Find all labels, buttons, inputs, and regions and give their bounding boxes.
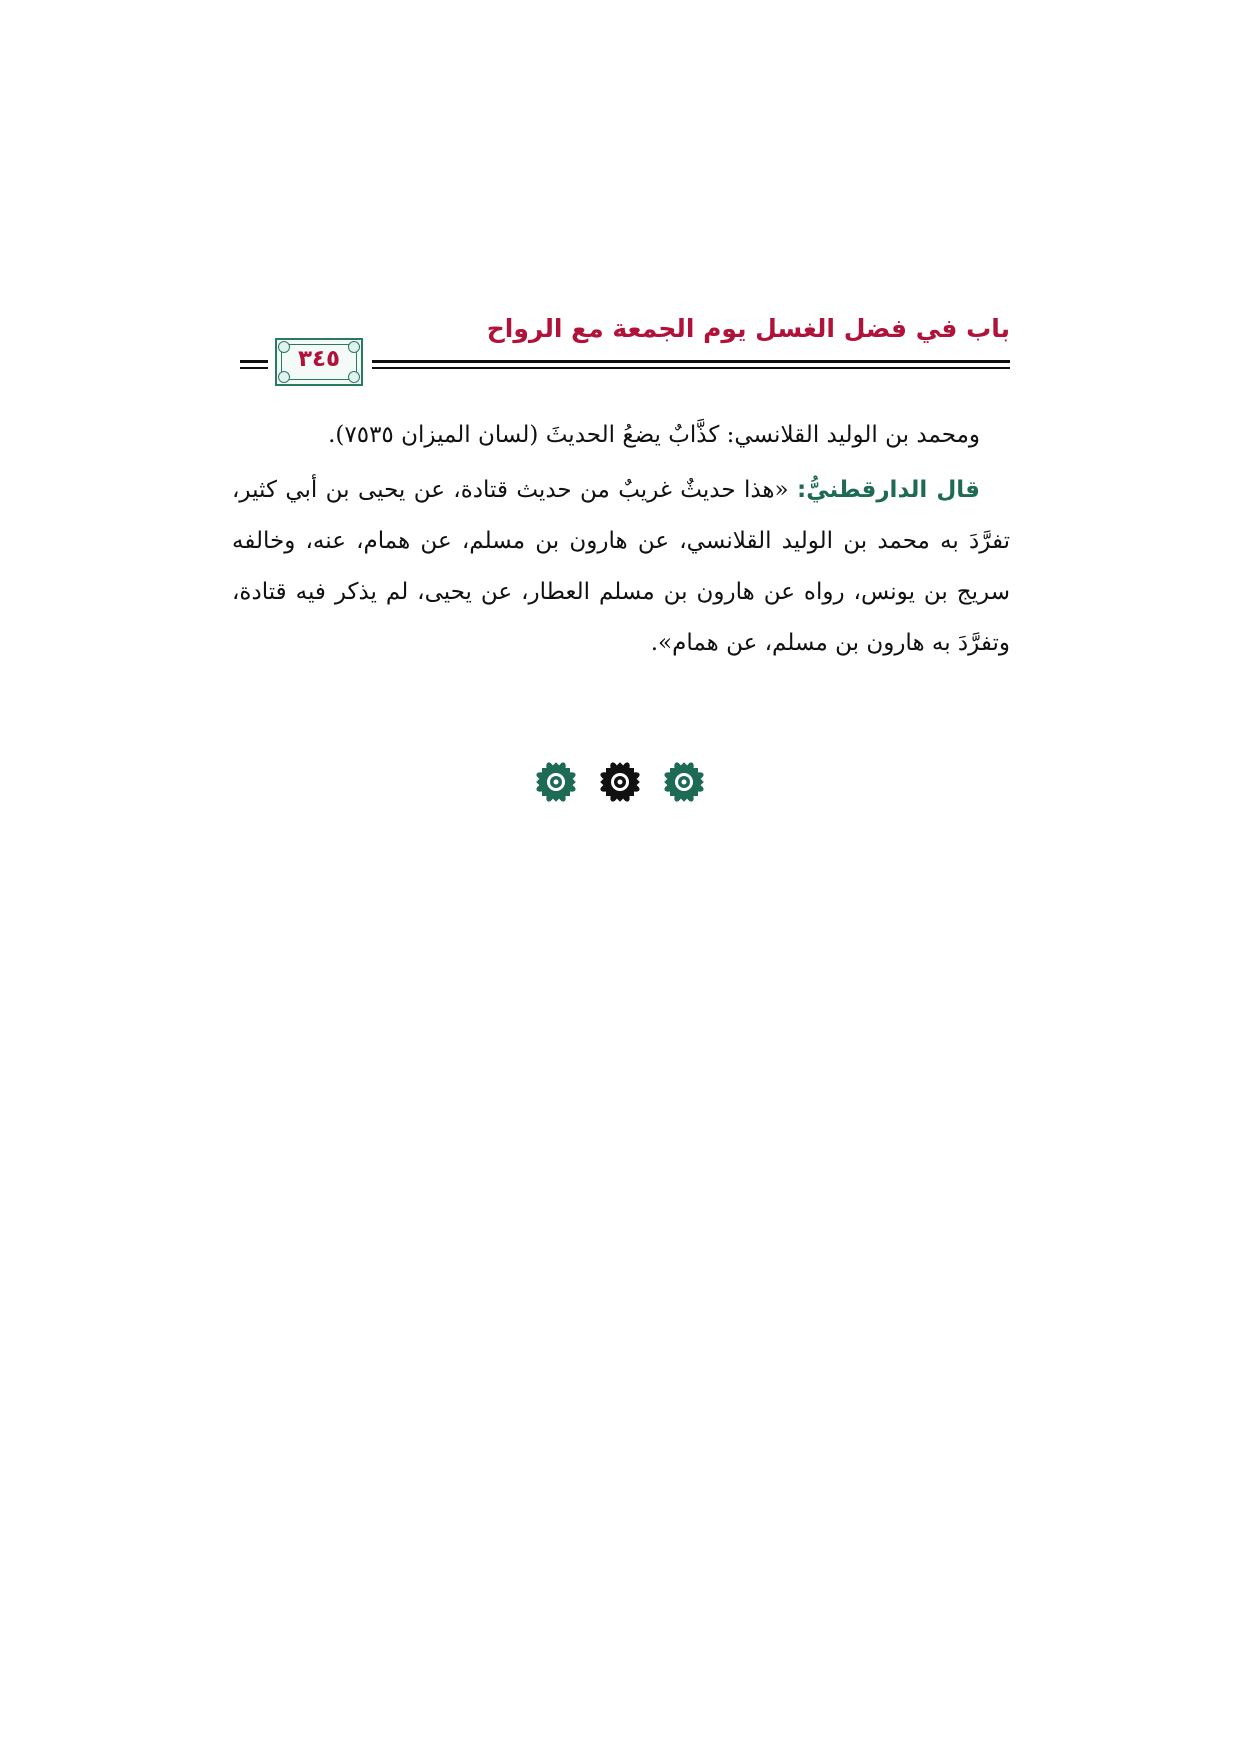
paragraph-daraqutni-quote	[232, 465, 1010, 669]
star-flower-icon	[534, 760, 578, 804]
paragraph-text: «هذا حديثٌ غريبٌ من حديث قتادة، عن يحيى بن أبي كثير، تفرَّدَ به محمد بن الوليد القلانسي، عن هارون بن مسلم، عن همام، عنه، وخالفه سريج بن يونس، رواه عن هارون بن مسلم العطار، عن يحيى، لم يذكر فيه قتادة، وتفرَّدَ به هارون بن مسلم، عن همام».	[232, 477, 1010, 656]
header-rule-left-thin	[240, 367, 268, 369]
star-flower-icon	[598, 760, 642, 804]
page-header	[240, 300, 1010, 395]
header-rule-thin	[372, 367, 1010, 369]
header-rule	[372, 360, 1010, 363]
paragraph-text: ومحمد بن الوليد القلانسي: كذَّابٌ يضعُ الحديثَ (لسان الميزان ٧٥٣٥).	[328, 422, 980, 448]
frame-corner-ornament	[348, 371, 360, 383]
page-number: ٣٤٥	[297, 346, 341, 372]
star-flower-icon	[662, 760, 706, 804]
section-end-ornaments	[0, 760, 1240, 810]
frame-corner-ornament	[278, 371, 290, 383]
chapter-title: باب في فضل الغسل يوم الجمعة مع الرواح	[486, 314, 1010, 343]
header-rule-left	[240, 360, 268, 363]
page-number-frame	[275, 338, 363, 386]
body-text	[232, 410, 1010, 673]
speaker-label: قال الدارقطنيُّ:	[797, 477, 980, 503]
paragraph-narrator-note	[232, 410, 1010, 461]
